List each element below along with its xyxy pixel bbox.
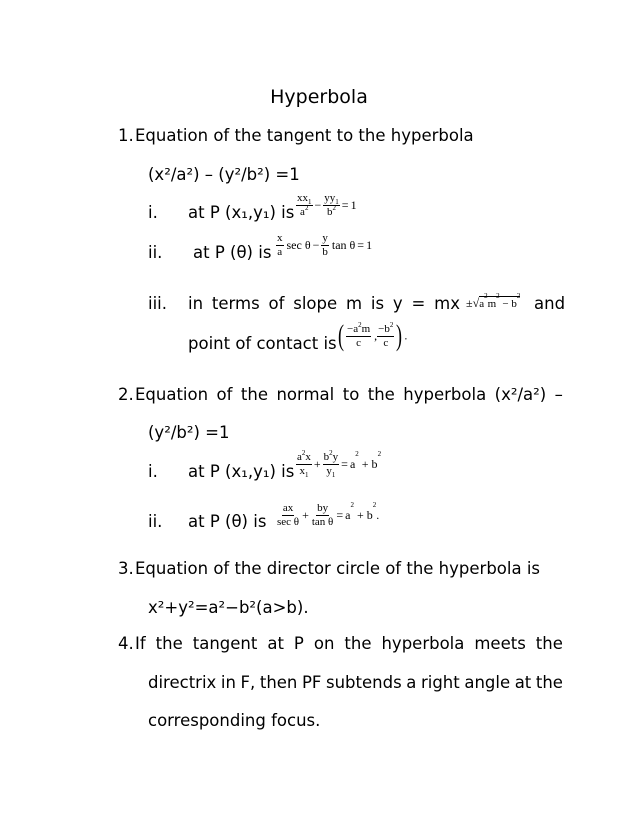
tangent-formula-theta: $\frac{x}{a}$ sec θ − $\frac{y}{b}$ tan θ = 1 [277, 232, 373, 258]
sub-text: at P (θ) is [188, 512, 267, 531]
contact-text: point of contact is [188, 334, 337, 353]
item-text-line: (x²/a²) – (y²/b²) =1 [148, 165, 300, 184]
item-text-line: corresponding focus. [148, 711, 321, 730]
item-number: 4. [118, 634, 134, 653]
slope-tail: and [534, 294, 566, 313]
sub-text: at P (x₁,y₁) is [188, 462, 295, 481]
item-text-line: Equation of the director circle of the hyperbola is [135, 559, 541, 578]
sub-label: ii. [148, 243, 163, 262]
normal-formula-theta: $\frac{ax}{\text{sec θ}}$ + $\frac{by}{\text{tan θ}}$ = $a^2 + b^2$. [277, 500, 380, 528]
sub-text: at P (x₁,y₁) is [188, 203, 295, 222]
slope-formula: $\pm√a^2m^2 - b^2$ [466, 292, 521, 310]
page-title: Hyperbola [270, 86, 368, 108]
sub-label: ii. [148, 512, 163, 531]
item-number: 3. [118, 559, 134, 578]
slope-text-line: in terms of slope m is y = mx [188, 294, 460, 313]
normal-formula-point: $\frac{a^2x}{x_1}$ + $\frac{b^2y}{y_1}$ = $a^2 + b^2$ [297, 449, 382, 479]
item-number: 2. [118, 385, 134, 404]
tangent-formula-point: $\frac{xx_1}{a^2}$ − $\frac{yy_1}{b^2}$ = 1 [297, 192, 357, 218]
item-text-line: x²+y²=a²−b²(a>b). [148, 598, 309, 617]
sub-label: iii. [148, 294, 167, 313]
item-text-line: If the tangent at P on the hyperbola meets the [135, 634, 563, 653]
item-number: 1. [118, 126, 134, 145]
sub-text: at P (θ) is [193, 243, 272, 262]
item-text-line: Equation of the normal to the hyperbola (x²/a²) – [135, 385, 563, 404]
item-text-line: directrix in F, then PF subtends a right angle at the [148, 673, 563, 692]
item-text-line: Equation of the tangent to the hyperbola [135, 126, 474, 145]
item-text-line: (y²/b²) =1 [148, 423, 230, 442]
sub-label: i. [148, 203, 158, 222]
sub-label: i. [148, 462, 158, 481]
contact-point-formula: ( $\frac{-a^2m}{c}$ , $\frac{-b^2}{c}$ ) . [338, 319, 408, 352]
